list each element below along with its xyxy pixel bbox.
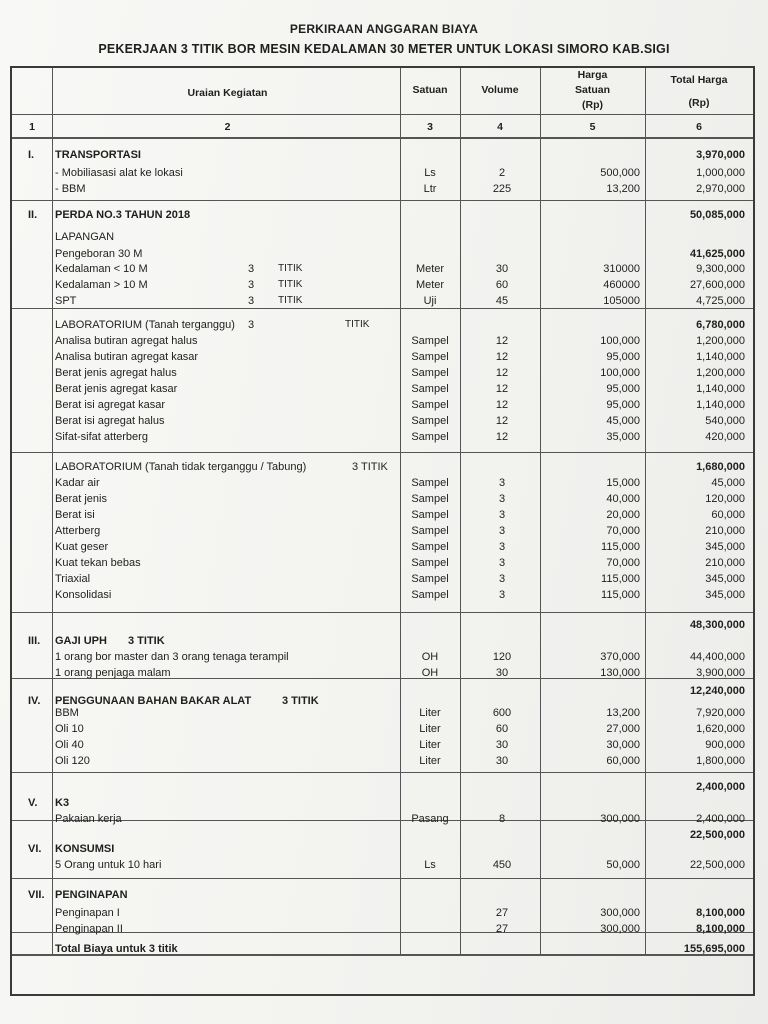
- header-total-harga-2: (Rp): [688, 97, 710, 109]
- row-description: Kuat tekan bebas: [55, 557, 141, 569]
- row-description: BBM: [55, 707, 79, 719]
- header-volume: Volume: [481, 84, 519, 96]
- row-total-harga: 345,000: [705, 541, 745, 553]
- row-description: 1 orang bor master dan 3 orang tenaga terampil: [55, 651, 289, 663]
- row-satuan: Meter: [415, 279, 445, 291]
- row-description: Berat isi agregat kasar: [55, 399, 166, 411]
- row-satuan: OH: [421, 651, 439, 663]
- row-description: Atterberg: [55, 525, 101, 537]
- header-divider: [12, 114, 753, 115]
- row-satuan: Liter: [419, 739, 441, 751]
- row-description: Penginapan II: [55, 923, 123, 935]
- row-satuan: Pasang: [411, 813, 449, 825]
- row-number: VII.: [28, 889, 45, 901]
- row-description: Analisa butiran agregat kasar: [55, 351, 199, 363]
- header-uraian: Uraian Kegiatan: [187, 87, 268, 99]
- row-satuan: Liter: [419, 707, 441, 719]
- row-harga-satuan: 70,000: [606, 525, 640, 537]
- row-total-harga: 155,695,000: [683, 943, 745, 955]
- row-satuan: Sampel: [411, 477, 449, 489]
- row-harga-satuan: 100,000: [600, 367, 640, 379]
- row-total-harga: 41,625,000: [689, 248, 745, 260]
- row-total-harga: 2,970,000: [696, 183, 745, 195]
- row-description: PENGINAPAN: [55, 889, 128, 901]
- row-total-harga: 1,140,000: [696, 351, 745, 363]
- row-titik-count: 3 TITIK: [128, 635, 165, 647]
- row-volume: 600: [492, 707, 512, 719]
- row-number: IV.: [28, 695, 41, 707]
- row-satuan: Sampel: [411, 493, 449, 505]
- row-description: - Mobiliasasi alat ke lokasi: [55, 167, 183, 179]
- col-number-4: 4: [497, 121, 503, 133]
- row-total-harga: 12,240,000: [689, 685, 745, 697]
- row-description: Kadar air: [55, 477, 100, 489]
- section-divider: [12, 820, 753, 821]
- row-number: III.: [28, 635, 41, 647]
- row-harga-satuan: 130,000: [600, 667, 640, 679]
- row-description: TRANSPORTASI: [55, 149, 141, 161]
- row-volume: 3: [498, 557, 506, 569]
- row-harga-satuan: 13,200: [606, 183, 640, 195]
- row-harga-satuan: 50,000: [606, 859, 640, 871]
- row-total-harga: 45,000: [711, 477, 745, 489]
- row-total-harga: 345,000: [705, 573, 745, 585]
- row-satuan: Sampel: [411, 383, 449, 395]
- row-harga-satuan: 300,000: [600, 923, 640, 935]
- row-satuan: Sampel: [411, 573, 449, 585]
- row-satuan: Uji: [423, 295, 437, 307]
- row-satuan: Sampel: [411, 541, 449, 553]
- row-volume: 30: [495, 739, 509, 751]
- row-total-harga: 2,400,000: [696, 781, 745, 793]
- col-number-3: 3: [427, 121, 433, 133]
- row-harga-satuan: 115,000: [601, 573, 640, 585]
- row-description: Penginapan I: [55, 907, 120, 919]
- col-number-2: 2: [224, 121, 231, 133]
- row-titik-count: 3: [248, 319, 255, 331]
- row-satuan: OH: [421, 667, 439, 679]
- row-description: Sifat-sifat atterberg: [55, 431, 148, 443]
- row-total-harga: 1,200,000: [696, 367, 745, 379]
- row-harga-satuan: 100,000: [600, 335, 640, 347]
- row-description: Oli 120: [55, 755, 90, 767]
- row-description: KONSUMSI: [55, 843, 115, 855]
- row-total-harga: 2,400,000: [696, 813, 745, 825]
- row-total-harga: 1,800,000: [696, 755, 745, 767]
- row-harga-satuan: 30,000: [606, 739, 640, 751]
- row-volume: 60: [495, 279, 509, 291]
- row-titik-label: TITIK: [345, 319, 370, 330]
- row-total-harga: 22,500,000: [689, 859, 745, 871]
- row-titik-label: TITIK: [278, 279, 303, 290]
- row-total-harga: 3,900,000: [696, 667, 745, 679]
- row-total-harga: 22,500,000: [689, 829, 745, 841]
- row-total-harga: 1,140,000: [696, 383, 745, 395]
- row-description: - BBM: [55, 183, 86, 195]
- row-description: Total Biaya untuk 3 titik: [55, 943, 178, 955]
- row-harga-satuan: 95,000: [606, 383, 640, 395]
- header-bottom-rule: [12, 137, 753, 139]
- row-total-harga: 50,085,000: [689, 209, 745, 221]
- row-total-harga: 1,620,000: [696, 723, 745, 735]
- row-volume: 3: [498, 541, 506, 553]
- row-description: LAPANGAN: [55, 231, 115, 243]
- row-harga-satuan: 300,000: [600, 907, 640, 919]
- row-harga-satuan: 500,000: [600, 167, 640, 179]
- row-satuan: Sampel: [411, 589, 449, 601]
- row-harga-satuan: 20,000: [606, 509, 640, 521]
- row-volume: 27: [495, 907, 509, 919]
- row-harga-satuan: 60,000: [606, 755, 640, 767]
- row-volume: 12: [495, 431, 509, 443]
- row-description: SPT: [55, 295, 77, 307]
- header-total-harga-1: Total Harga: [670, 74, 728, 86]
- row-volume: 12: [495, 399, 509, 411]
- row-total-harga: 60,000: [711, 509, 745, 521]
- row-satuan: Sampel: [411, 367, 449, 379]
- col-number-1: 1: [29, 121, 35, 133]
- row-description: Berat isi: [55, 509, 95, 521]
- row-description: Kedalaman < 10 M: [55, 263, 148, 275]
- row-satuan: Sampel: [411, 525, 449, 537]
- row-volume: 12: [495, 383, 509, 395]
- row-description: 5 Orang untuk 10 hari: [55, 859, 162, 871]
- row-description: Analisa butiran agregat halus: [55, 335, 198, 347]
- col-number-6: 6: [696, 121, 702, 133]
- row-volume: 3: [498, 477, 506, 489]
- row-volume: 12: [495, 351, 509, 363]
- row-total-harga: 1,000,000: [696, 167, 745, 179]
- row-description: Konsolidasi: [55, 589, 112, 601]
- row-description: K3: [55, 797, 70, 809]
- row-satuan: Ls: [424, 167, 436, 179]
- row-volume: 12: [495, 415, 509, 427]
- row-total-harga: 48,300,000: [689, 619, 745, 631]
- row-description: 1 orang penjaga malam: [55, 667, 171, 679]
- row-total-harga: 420,000: [705, 431, 745, 443]
- row-number: II.: [28, 209, 38, 221]
- document-title: PERKIRAAN ANGGARAN BIAYA: [289, 22, 479, 36]
- row-volume: 8: [498, 813, 506, 825]
- row-harga-satuan: 300,000: [600, 813, 640, 825]
- row-total-harga: 210,000: [705, 557, 745, 569]
- row-total-harga: 120,000: [705, 493, 745, 505]
- col-number-5: 5: [589, 121, 596, 133]
- header-harga-satuan-3: (Rp): [582, 99, 603, 111]
- row-description: Kedalaman > 10 M: [55, 279, 148, 291]
- row-harga-satuan: 70,000: [606, 557, 640, 569]
- row-total-harga: 900,000: [705, 739, 745, 751]
- row-description: LABORATORIUM (Tanah tidak terganggu / Tabung): [55, 461, 307, 473]
- row-number: VI.: [28, 843, 42, 855]
- row-satuan: Sampel: [411, 399, 449, 411]
- row-total-harga: 1,200,000: [696, 335, 745, 347]
- row-volume: 45: [495, 295, 509, 307]
- row-harga-satuan: 40,000: [606, 493, 640, 505]
- row-satuan: Sampel: [411, 351, 449, 363]
- header-harga-satuan-1: Harga: [577, 69, 608, 81]
- row-description: PENGGUNAAN BAHAN BAKAR ALAT: [55, 695, 252, 707]
- row-volume: 27: [495, 923, 509, 935]
- row-total-harga: 3,970,000: [696, 149, 745, 161]
- row-total-harga: 7,920,000: [696, 707, 745, 719]
- header-harga-satuan-2: Satuan: [574, 84, 610, 96]
- row-description: Oli 40: [55, 739, 84, 751]
- row-volume: 12: [495, 335, 509, 347]
- row-satuan: Meter: [415, 263, 445, 275]
- row-titik-label: TITIK: [278, 263, 303, 274]
- row-total-harga: 6,780,000: [696, 319, 745, 331]
- section-divider: [12, 772, 753, 773]
- row-volume: 450: [492, 859, 512, 871]
- row-description: LABORATORIUM (Tanah terganggu): [55, 319, 235, 331]
- row-volume: 30: [495, 667, 509, 679]
- row-satuan: Sampel: [411, 509, 449, 521]
- section-divider: [12, 878, 753, 879]
- row-titik-count: 3: [248, 263, 255, 275]
- header-satuan: Satuan: [412, 84, 448, 96]
- row-description: Pengeboran 30 M: [55, 248, 143, 260]
- row-number: V.: [28, 797, 38, 809]
- row-volume: 60: [495, 723, 509, 735]
- row-description: Berat isi agregat halus: [55, 415, 165, 427]
- row-volume: 120: [492, 651, 512, 663]
- row-description: Kuat geser: [55, 541, 109, 553]
- row-harga-satuan: 115,000: [601, 541, 640, 553]
- row-volume: 3: [498, 589, 506, 601]
- section-divider: [12, 932, 753, 933]
- row-satuan: Sampel: [411, 431, 449, 443]
- document-subtitle: PEKERJAAN 3 TITIK BOR MESIN KEDALAMAN 30 METER UNTUK LOKASI SIMORO KAB.SIGI: [98, 42, 670, 56]
- section-divider: [12, 612, 753, 613]
- budget-table-frame: [10, 66, 755, 996]
- row-description: Berat jenis agregat halus: [55, 367, 177, 379]
- section-divider: [12, 452, 753, 453]
- row-volume: 225: [492, 183, 512, 195]
- row-total-harga: 9,300,000: [696, 263, 745, 275]
- row-harga-satuan: 460000: [603, 279, 640, 291]
- row-titik-count: 3 TITIK: [352, 461, 388, 473]
- row-harga-satuan: 45,000: [606, 415, 640, 427]
- row-volume: 3: [498, 525, 506, 537]
- row-harga-satuan: 27,000: [606, 723, 640, 735]
- row-total-harga: 1,680,000: [696, 461, 745, 473]
- row-total-harga: 540,000: [705, 415, 745, 427]
- row-total-harga: 8,100,000: [696, 923, 745, 935]
- row-total-harga: 8,100,000: [696, 907, 745, 919]
- row-number: I.: [28, 149, 35, 161]
- row-volume: 3: [498, 509, 506, 521]
- row-harga-satuan: 35,000: [606, 431, 640, 443]
- row-volume: 2: [498, 167, 506, 179]
- row-harga-satuan: 15,000: [606, 477, 640, 489]
- row-titik-count: 3: [248, 295, 255, 307]
- section-divider: [12, 200, 753, 201]
- row-harga-satuan: 95,000: [606, 351, 640, 363]
- row-satuan: Sampel: [411, 557, 449, 569]
- row-harga-satuan: 115,000: [601, 589, 640, 601]
- row-description: Berat jenis: [55, 493, 107, 505]
- row-total-harga: 4,725,000: [696, 295, 745, 307]
- row-total-harga: 27,600,000: [689, 279, 745, 291]
- row-satuan: Ltr: [423, 183, 437, 195]
- row-volume: 30: [495, 755, 509, 767]
- row-titik-label: TITIK: [278, 295, 303, 306]
- row-harga-satuan: 13,200: [606, 707, 640, 719]
- row-satuan: Sampel: [411, 335, 449, 347]
- section-divider: [12, 308, 753, 309]
- row-total-harga: 345,000: [705, 589, 745, 601]
- row-total-harga: 44,400,000: [689, 651, 745, 663]
- row-harga-satuan: 95,000: [606, 399, 640, 411]
- row-titik-count: 3 TITIK: [282, 695, 319, 707]
- row-harga-satuan: 310000: [603, 263, 640, 275]
- row-volume: 3: [498, 573, 506, 585]
- row-description: Oli 10: [55, 723, 84, 735]
- row-total-harga: 1,140,000: [696, 399, 745, 411]
- row-satuan: Ls: [424, 859, 436, 871]
- row-titik-count: 3: [248, 279, 255, 291]
- row-satuan: Sampel: [411, 415, 449, 427]
- row-volume: 12: [495, 367, 509, 379]
- row-satuan: Liter: [419, 755, 441, 767]
- row-harga-satuan: 105000: [603, 295, 640, 307]
- row-description: GAJI UPH: [55, 635, 107, 647]
- row-volume: 30: [495, 263, 509, 275]
- row-description: PERDA NO.3 TAHUN 2018: [55, 209, 191, 221]
- row-description: Berat jenis agregat kasar: [55, 383, 178, 395]
- row-volume: 3: [498, 493, 506, 505]
- row-harga-satuan: 370,000: [600, 651, 640, 663]
- row-description: Pakaian kerja: [55, 813, 122, 825]
- row-description: Triaxial: [55, 573, 91, 585]
- row-total-harga: 210,000: [705, 525, 745, 537]
- row-satuan: Liter: [419, 723, 441, 735]
